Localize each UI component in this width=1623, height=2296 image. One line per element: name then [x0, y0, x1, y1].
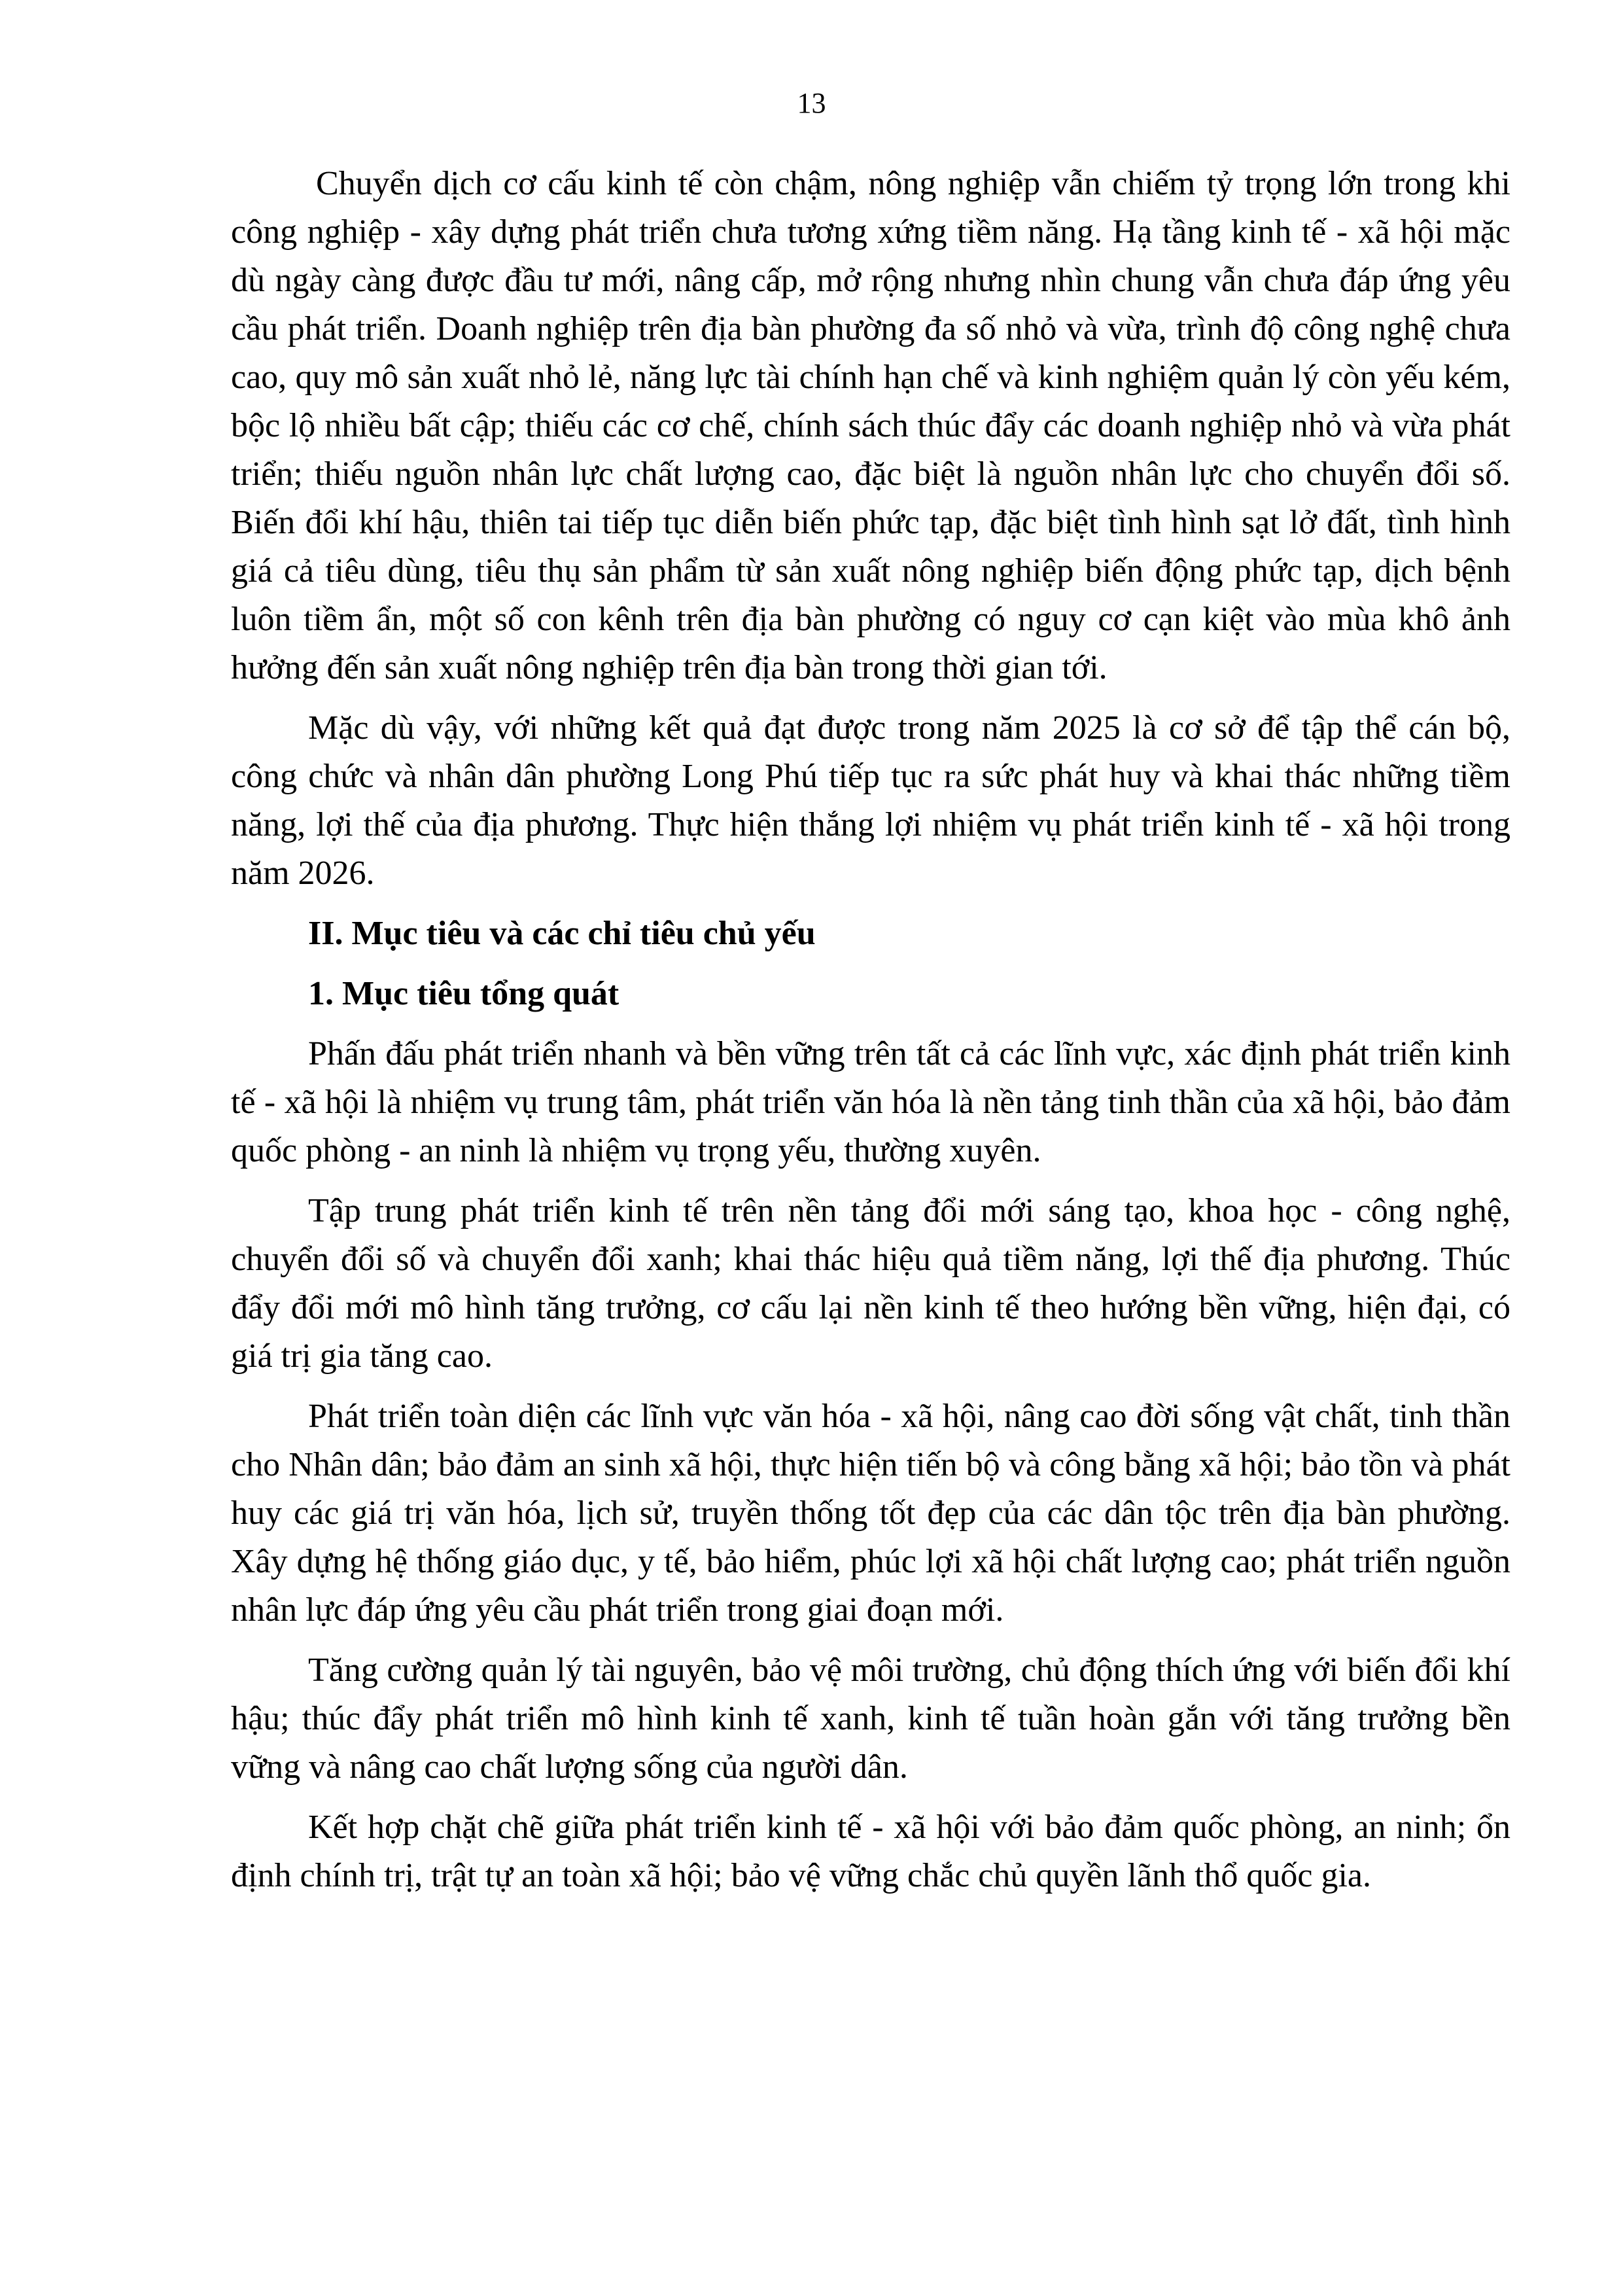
- document-body: [231, 160, 1510, 1912]
- section-heading: II. Mục tiêu và các chỉ tiêu chủ yếu: [308, 915, 816, 952]
- subsection-heading: 1. Mục tiêu tổng quát: [308, 975, 620, 1012]
- page-number: 13: [797, 87, 826, 119]
- paragraph-economic-limitations: Chuyển dịch cơ cấu kinh tế còn chậm, nông nghiệp vẫn chiếm tỷ trọng lớn trong khi công nghiệp - xây dựng phát triển chưa tương xứng tiềm năng. Hạ tầng kinh tế - xã hội mặc dù ngày càng được đầu tư mới, nâng cấp, mở rộng nhưng nhìn chung vẫn chưa đáp ứng yêu cầu phát triển. Doanh nghiệp trên địa bàn phường đa số nhỏ và vừa, trình độ công nghệ chưa cao, quy mô sản xuất nhỏ lẻ, năng lực tài chính hạn chế và kinh nghiệm quản lý còn yếu kém, bộc lộ nhiều bất cập; thiếu các cơ chế, chính sách thúc đẩy các doanh nghiệp nhỏ và vừa phát triển; thiếu nguồn nhân lực chất lượng cao, đặc biệt là nguồn nhân lực cho chuyển đổi số. Biến đổi khí hậu, thiên tai tiếp tục diễn biến phức tạp, đặc biệt tình hình sạt lở đất, tình hình giá cả tiêu dùng, tiêu thụ sản phẩm từ sản xuất nông nghiệp biến động phức tạp, dịch bệnh luôn tiềm ẩn, một số con kênh trên địa bàn phường có nguy cơ cạn kiệt vào mùa khô ảnh hưởng đến sản xuất nông nghiệp trên địa bàn trong thời gian tới.: [231, 165, 1510, 686]
- paragraph-outlook: Mặc dù vậy, với những kết quả đạt được trong năm 2025 là cơ sở để tập thể cán bộ, công chức và nhân dân phường Long Phú tiếp tục ra sức phát huy và khai thác những tiềm năng, lợi thế của địa phương. Thực hiện thắng lợi nhiệm vụ phát triển kinh tế - xã hội trong năm 2026.: [231, 709, 1510, 892]
- paragraph-defense-security: Kết hợp chặt chẽ giữa phát triển kinh tế - xã hội với bảo đảm quốc phòng, an ninh; ổn định chính trị, trật tự an toàn xã hội; bảo vệ vững chắc chủ quyền lãnh thổ quốc gia.: [231, 1809, 1510, 1894]
- paragraph-social-development: Phát triển toàn diện các lĩnh vực văn hóa - xã hội, nâng cao đời sống vật chất, tinh thần cho Nhân dân; bảo đảm an sinh xã hội, thực hiện tiến bộ và công bằng xã hội; bảo tồn và phát huy các giá trị văn hóa, lịch sử, truyền thống tốt đẹp của các dân tộc trên địa bàn phường. Xây dựng hệ thống giáo dục, y tế, bảo hiểm, phúc lợi xã hội chất lượng cao; phát triển nguồn nhân lực đáp ứng yêu cầu phát triển trong giai đoạn mới.: [231, 1398, 1510, 1629]
- paragraph-environment: Tăng cường quản lý tài nguyên, bảo vệ môi trường, chủ động thích ứng với biến đổi khí hậu; thúc đẩy phát triển mô hình kinh tế xanh, kinh tế tuần hoàn gắn với tăng trưởng bền vững và nâng cao chất lượng sống của người dân.: [231, 1651, 1510, 1786]
- paragraph-economic-focus: Tập trung phát triển kinh tế trên nền tảng đổi mới sáng tạo, khoa học - công nghệ, chuyển đổi số và chuyển đổi xanh; khai thác hiệu quả tiềm năng, lợi thế địa phương. Thúc đẩy đổi mới mô hình tăng trưởng, cơ cấu lại nền kinh tế theo hướng bền vững, hiện đại, có giá trị gia tăng cao.: [231, 1192, 1510, 1375]
- paragraph-general-goal: Phấn đấu phát triển nhanh và bền vững trên tất cả các lĩnh vực, xác định phát triển kinh tế - xã hội là nhiệm vụ trung tâm, phát triển văn hóa là nền tảng tinh thần của xã hội, bảo đảm quốc phòng - an ninh là nhiệm vụ trọng yếu, thường xuyên.: [231, 1035, 1510, 1169]
